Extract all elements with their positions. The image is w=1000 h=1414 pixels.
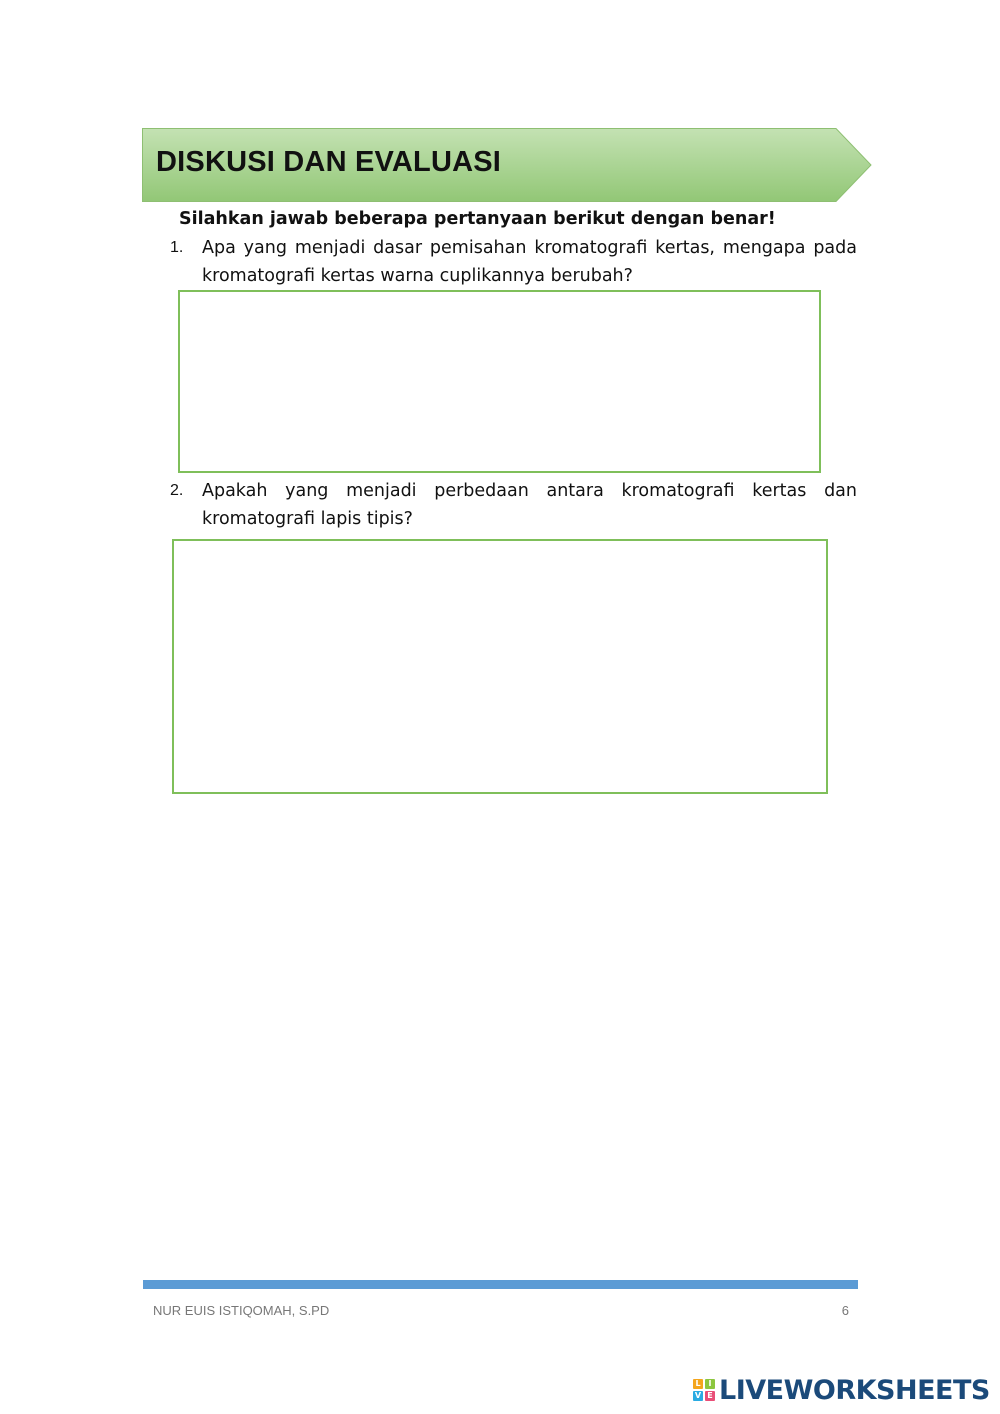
page-number: 6: [841, 1303, 849, 1318]
liveworksheets-wordmark: LIVEWORKSHEETS: [719, 1374, 990, 1406]
live-icon-letter: V: [694, 1391, 702, 1400]
answer-box-1[interactable]: [178, 290, 821, 473]
live-icon: [693, 1379, 715, 1401]
question-1: [170, 234, 857, 290]
question-2: [170, 477, 857, 533]
footer-author: NUR EUIS ISTIQOMAH, S.PD: [153, 1303, 330, 1318]
footer-divider: [143, 1280, 858, 1289]
instruction-text: Silahkan jawab beberapa pertanyaan berikut dengan benar!: [179, 209, 776, 229]
live-icon-letter: E: [705, 1391, 715, 1401]
section-banner: [142, 128, 872, 202]
live-icon-letter: I: [705, 1379, 715, 1389]
page-title: DISKUSI DAN EVALUASI: [156, 146, 502, 178]
liveworksheets-logo: [693, 1374, 990, 1406]
answer-box-2[interactable]: [172, 539, 828, 794]
live-icon-letter: L: [693, 1379, 703, 1389]
question-text: Apa yang menjadi dasar pemisahan kromatografi kertas, mengapa pada kromatografi kertas warna cuplikannya berubah?: [202, 238, 857, 286]
question-number: 1.: [170, 239, 184, 256]
question-text: Apakah yang menjadi perbedaan antara kromatografi kertas dan kromatografi lapis tipis?: [202, 481, 857, 529]
question-number: 2.: [170, 482, 184, 499]
